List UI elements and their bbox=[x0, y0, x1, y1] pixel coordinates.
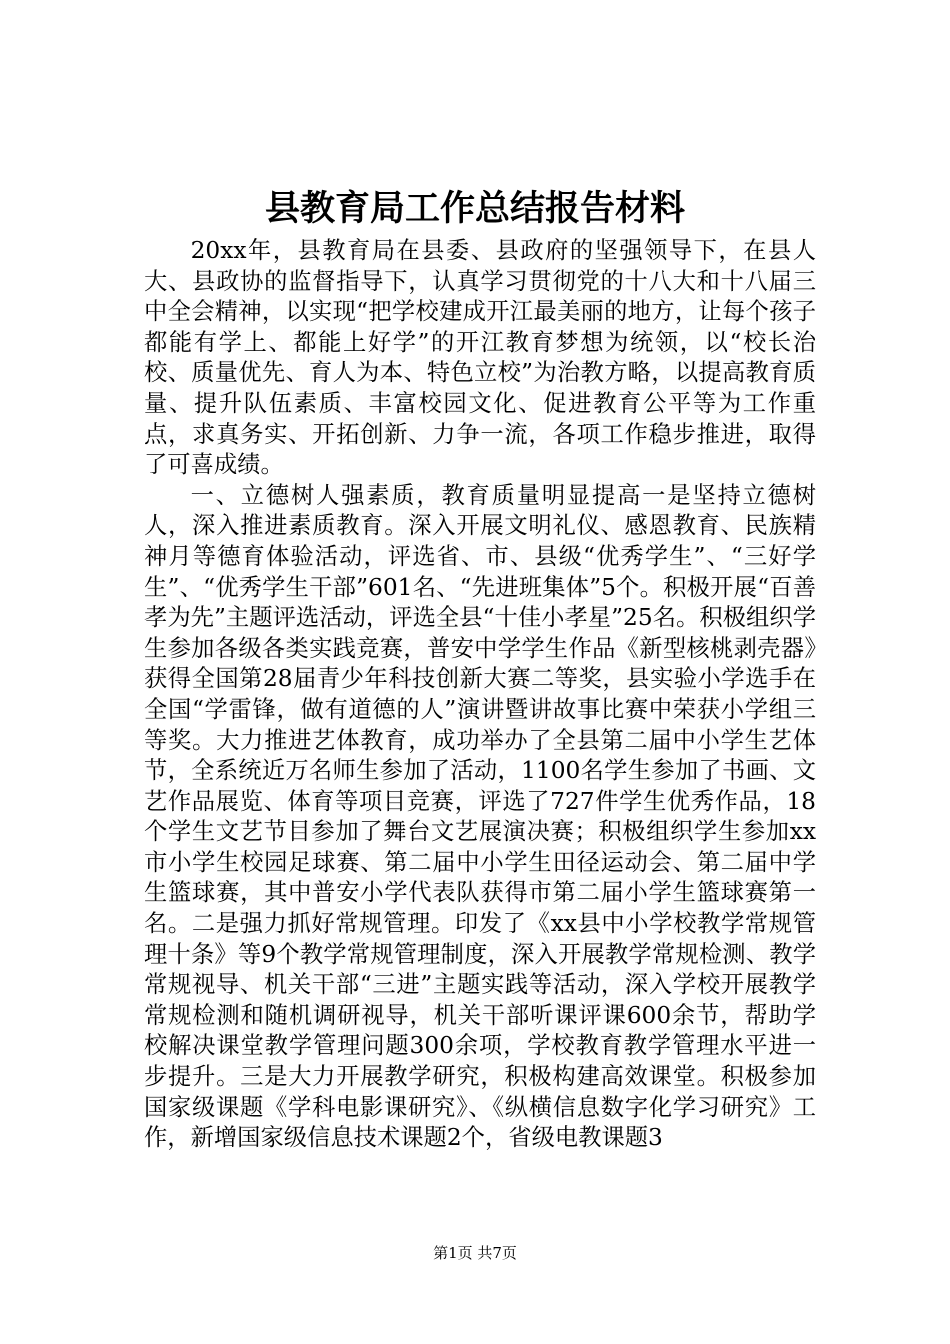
document-title: 县教育局工作总结报告材料 bbox=[264, 188, 685, 229]
page-footer: 第1页 共7页 bbox=[433, 1244, 517, 1262]
paragraph-section-1: 一、立德树人强素质，教育质量明显提高一是坚持立德树人，深入推进素质教育。深入开展文明礼仪、感恩教育、民族精神月等德育体验活动，评选省、市、县级“优秀学生”、“三好学生”、“优秀学生干部”601名、“先进班集体”5个。积极开展“百善孝为先”主题评选活动，评选全县“十佳小孝星”25名。积极组织学生参加各级各类实践竞赛，普安中学学生作品《新型核桃剥壳器》获得全国第28届青少年科技创新大赛二等奖，县实验小学选手在全国“学雷锋，做有道德的人”演讲暨讲故事比赛中荣获小学组三等奖。大力推进艺体教育，成功举办了全县第二届中小学生艺体节，全系统近万名师生参加了活动，1100名学生参加了书画、文艺作品展览、体育等项目竞赛，评选了727件学生优秀作品，18个学生文艺节目参加了舞台文艺展演决赛；积极组织学生参加xx市小学生校园足球赛、第二届中小学生田径运动会、第二届中学生篮球赛，其中普安小学代表队获得市第二届小学生篮球赛第一名。二是强力抓好常规管理。印发了《xx县中小学校教学常规管理十条》等9个教学常规管理制度，深入开展教学常规检测、教学常规视导、机关干部“三进”主题实践等活动，深入学校开展教学常规检测和随机调研视导，机关干部听课评课600余节，帮助学校解决课堂教学管理问题300余项，学校教育教学管理水平进一步提升。三是大力开展教学研究，积极构建高效课堂。积极参加国家级课题《学科电影课研究》、《纵横信息数字化学习研究》工作，新增国家级信息技术课题2个，省级电教课题3 bbox=[144, 481, 816, 1152]
document-body bbox=[144, 236, 816, 1154]
paragraph-intro: 20xx年，县教育局在县委、县政府的坚强领导下，在县人大、县政协的监督指导下，认真学习贯彻党的十八大和十八届三中全会精神，以实现“把学校建成开江最美丽的地方，让每个孩子都能有学上、都能上好学”的开江教育梦想为统领，以“校长治校、质量优先、育人为本、特色立校”为治教方略，以提高教育质量、提升队伍素质、丰富校园文化、促进教育公平等为工作重点，求真务实、开拓创新、力争一流，各项工作稳步推进，取得了可喜成绩。 bbox=[144, 237, 816, 479]
